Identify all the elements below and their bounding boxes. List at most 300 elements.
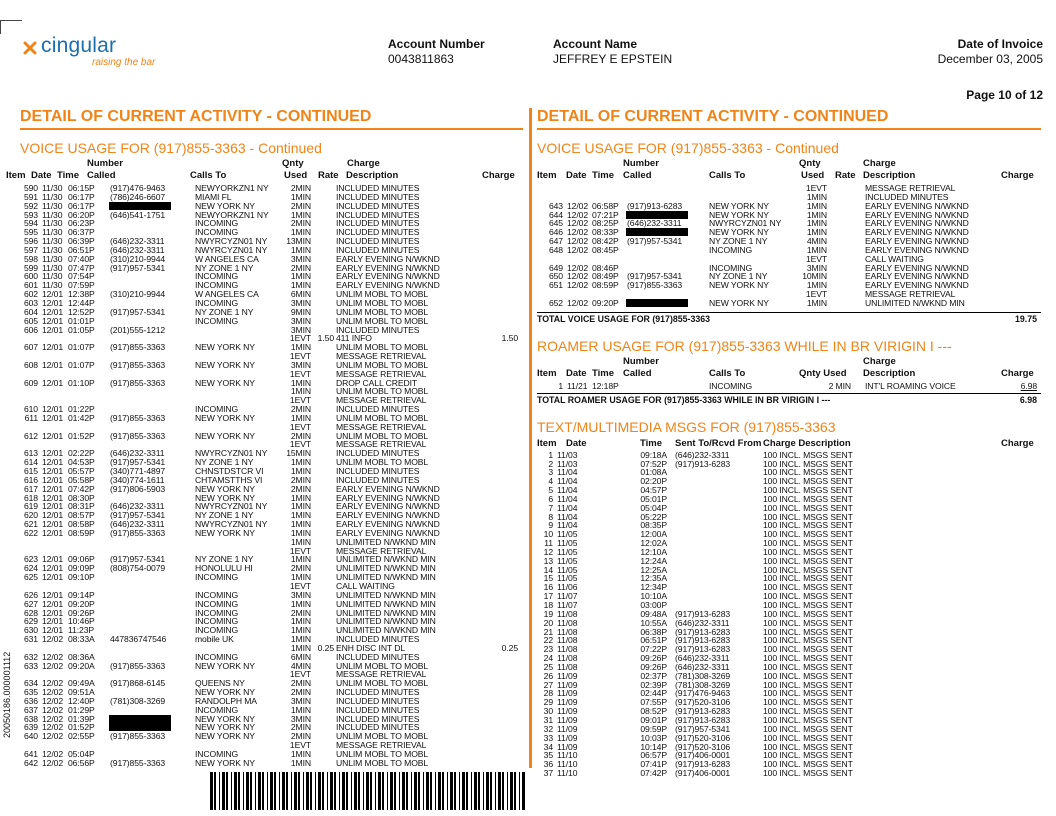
barcode-bar <box>286 772 288 810</box>
call-date: 11/30 <box>42 271 63 282</box>
charge-description: EARLY EVENING N/WKND <box>865 244 969 255</box>
call-time: 12:52P <box>68 306 95 317</box>
calls-to: RANDOLPH MA <box>195 695 257 706</box>
call-date: 12/02 <box>42 687 64 698</box>
table-row <box>20 555 523 564</box>
table-row <box>20 732 523 741</box>
table-row <box>20 679 523 688</box>
sent-to: (917)406-0001 <box>675 768 731 779</box>
barcode-bar <box>358 772 360 810</box>
barcode-bar <box>214 772 216 810</box>
msg-item: 26 <box>543 670 553 681</box>
call-date: 12/01 <box>42 554 64 565</box>
charge-description: CALL WAITING <box>336 580 395 591</box>
item-number: 644 <box>548 209 563 220</box>
number-called: (646)232-3311 <box>110 501 165 512</box>
msg-time: 06:57P <box>640 750 667 761</box>
call-date: 12/01 <box>42 315 64 326</box>
qty-used: 4MIN <box>806 236 827 247</box>
item-number: 626 <box>23 589 38 600</box>
charge-description: INCLUDED MINUTES <box>336 227 420 238</box>
table-row <box>20 564 523 573</box>
roamer-usage-title: ROAMER USAGE FOR (917)855-3363 WHILE IN BR VIRIGIN I --- <box>537 337 952 354</box>
calls-to: INCOMING <box>709 244 753 255</box>
call-time: 07:47P <box>68 262 95 273</box>
charge-description: UNLIM MOBL TO MOBL <box>336 757 429 768</box>
charge-description: 100 INCL. MSGS SENT <box>763 449 853 460</box>
number-called: (917)913-6283 <box>627 200 683 211</box>
call-date: 11/30 <box>42 209 63 220</box>
msg-item: 8 <box>548 511 553 522</box>
msg-date: 11/04 <box>557 493 578 504</box>
account-name-label: Account Name <box>553 37 638 51</box>
barcode-bar <box>339 772 340 810</box>
barcode-bar <box>250 772 252 810</box>
calls-to: NWYRCYZN01 NY <box>195 448 268 459</box>
call-date: 12/01 <box>42 563 64 574</box>
number-called: (917)855-3363 <box>110 757 166 768</box>
calls-to: NEW YORK NY <box>195 430 255 441</box>
header-rate: Rate <box>835 170 856 181</box>
charge-description: 100 INCL. MSGS SENT <box>763 529 853 540</box>
charge-description: INCLUDED MINUTES <box>336 704 420 715</box>
msg-date: 11/08 <box>557 635 578 646</box>
call-date: 11/30 <box>42 218 63 229</box>
charge-description: MESSAGE RETRIEVAL <box>336 545 427 556</box>
call-time: 08:30P <box>68 492 95 503</box>
barcode-bar <box>519 772 520 810</box>
call-date: 12/01 <box>42 297 64 308</box>
table-row <box>20 361 523 370</box>
call-date: 12/02 <box>567 271 589 282</box>
table-row <box>20 520 523 529</box>
charge-description: EARLY EVENING N/WKND <box>865 280 969 291</box>
rate: 0.25 <box>317 642 334 653</box>
call-time: 06:56P <box>68 757 95 768</box>
charge-description: EARLY EVENING N/WKND <box>336 483 440 494</box>
item-number: 633 <box>23 660 38 671</box>
qty-used: 1MIN <box>290 227 311 238</box>
barcode-bar <box>394 772 396 810</box>
qty-used: 1MIN <box>290 757 311 768</box>
table-row <box>20 343 523 352</box>
call-date: 12/02 <box>567 262 589 273</box>
invoice-date: December 03, 2005 <box>937 52 1043 66</box>
call-time: 01:01P <box>68 315 95 326</box>
qty-used: 2MIN <box>290 200 311 211</box>
call-time: 06:37P <box>68 227 95 238</box>
qty-used: 1EVT <box>289 351 311 362</box>
call-date: 12/01 <box>42 572 64 583</box>
charge-description: 100 INCL. MSGS SENT <box>763 555 853 566</box>
qty-used: 1EVT <box>289 545 311 556</box>
msg-date: 11/09 <box>557 688 578 699</box>
table-row <box>20 264 523 273</box>
charge: 0.25 <box>501 642 518 653</box>
item-number: 639 <box>23 722 38 733</box>
table-row <box>20 706 523 715</box>
qty-used: 1MIN <box>290 634 311 645</box>
barcode-bar <box>291 772 292 810</box>
msg-time: 02:44P <box>640 688 667 699</box>
call-date: 12/02 <box>42 660 64 671</box>
call-date: 12/01 <box>42 324 64 335</box>
msg-time: 05:22P <box>640 511 667 522</box>
table-row <box>20 414 523 423</box>
charge-description: 100 INCL. MSGS SENT <box>763 608 853 619</box>
table-row <box>20 529 523 538</box>
number-called: (917)855-3363 <box>627 280 683 291</box>
table-row <box>20 494 523 503</box>
number-called: (917)855-3363 <box>110 342 166 353</box>
qty-used: 1MIN <box>290 191 311 202</box>
item-number: 636 <box>23 695 38 706</box>
calls-to: NWYRCYZN01 NY <box>195 501 268 512</box>
text-header-charge: Charge <box>1001 437 1034 449</box>
barcode-bar <box>495 772 496 810</box>
call-date: 12/02 <box>42 722 64 733</box>
barcode-bar <box>315 772 316 810</box>
sent-to: (917)913-6283 <box>675 644 731 655</box>
header-calls-to: Calls To <box>190 170 227 181</box>
charge-description: 100 INCL. MSGS SENT <box>763 741 853 752</box>
voice-total-row <box>537 312 1041 326</box>
charge-description: EARLY EVENING N/WKND <box>865 236 969 247</box>
qty-used: 1MIN <box>806 280 827 291</box>
barcode-bar <box>375 772 376 810</box>
qty-used: 1EVT <box>289 421 311 432</box>
qty-used: 1MIN <box>290 466 311 476</box>
crop-mark <box>0 20 1 34</box>
roamer-header-called: Called <box>623 367 652 379</box>
qty-used: 2MIN <box>290 722 311 733</box>
qty-used: 2MIN <box>290 183 311 193</box>
table-row <box>20 255 523 264</box>
right-column <box>537 108 1041 778</box>
call-date: 11/30 <box>42 244 63 255</box>
call-time: 05:04P <box>68 749 95 759</box>
call-time: 08:46P <box>592 262 619 273</box>
calls-to: NEW YORK NY <box>195 722 255 733</box>
item-number: 615 <box>23 466 38 476</box>
msg-date: 11/08 <box>557 653 578 664</box>
rate: 1.50 <box>317 333 334 344</box>
charge-description: 100 INCL. MSGS SENT <box>763 564 853 575</box>
msg-date: 11/09 <box>557 741 578 752</box>
roamer-total-row <box>537 393 1041 407</box>
calls-to: CHNSTDSTCR VI <box>195 466 264 476</box>
charge-description: INCLUDED MINUTES <box>336 466 420 476</box>
charge-description: 100 INCL. MSGS SENT <box>763 502 853 513</box>
item-number: 622 <box>23 527 38 538</box>
msg-time: 09:48A <box>640 608 667 619</box>
text-header-sent: Sent To/Rcvd From <box>675 437 762 449</box>
barcode-bar <box>294 772 297 810</box>
msg-time: 12:10A <box>640 546 667 557</box>
calls-to: NY ZONE 1 NY <box>195 554 254 565</box>
msg-date: 11/09 <box>557 697 578 708</box>
charge-description: INCLUDED MINUTES <box>336 191 420 202</box>
msg-date: 11/03 <box>557 449 578 460</box>
roamer-charge: 6.98 <box>1020 380 1037 391</box>
barcode-bar <box>262 772 264 810</box>
number-called: (917)476-9463 <box>110 183 166 193</box>
item-number: 640 <box>23 731 38 742</box>
charge-description: EARLY EVENING N/WKND <box>336 271 440 282</box>
qty-used: 1MIN <box>806 244 827 255</box>
table-row <box>20 370 523 379</box>
charge: 1.50 <box>501 333 518 344</box>
call-time: 06:17P <box>68 200 95 211</box>
qty-used: 3MIN <box>290 713 311 724</box>
roamer-qty: 2 MIN <box>828 380 851 391</box>
charge-description: UNLIM MOBL TO MOBL <box>336 660 429 671</box>
qty-used: 1EVT <box>289 333 311 344</box>
charge-description: UNLIM MOBL TO MOBL <box>336 412 429 423</box>
charge-description: 100 INCL. MSGS SENT <box>763 458 853 469</box>
barcode-bar <box>370 772 372 810</box>
msg-date: 11/09 <box>557 732 578 743</box>
call-time: 01:29P <box>68 704 95 715</box>
call-date: 12/01 <box>42 607 64 618</box>
table-row <box>20 609 523 618</box>
calls-to: NY ZONE 1 NY <box>195 306 254 317</box>
call-time: 01:39P <box>68 713 95 724</box>
sent-to: (917)476-9463 <box>675 688 731 699</box>
qty-used: 2MIN <box>290 731 311 742</box>
number-called: (917)957-5341 <box>110 306 166 317</box>
qty-used: 3MIN <box>290 253 311 264</box>
msg-item: 21 <box>543 626 553 637</box>
msg-date: 11/05 <box>557 564 578 575</box>
call-time: 09:10P <box>68 572 95 583</box>
msg-item: 32 <box>543 723 553 734</box>
call-time: 08:45P <box>592 244 619 255</box>
qty-used: 3MIN <box>806 262 827 273</box>
calls-to: NEW YORK NY <box>709 200 769 211</box>
item-number: 604 <box>23 306 38 317</box>
table-row <box>20 591 523 600</box>
qty-used: 1MIN <box>290 598 311 609</box>
msg-item: 1 <box>548 449 553 460</box>
call-date: 12/01 <box>42 625 64 636</box>
barcode-bar <box>322 772 324 810</box>
charge-description: EARLY EVENING N/WKND <box>336 253 440 264</box>
msg-date: 11/03 <box>557 458 578 469</box>
charge-description: INCLUDED MINUTES <box>336 218 420 229</box>
number-called: (917)855-3363 <box>110 731 166 742</box>
item-number: 632 <box>23 651 38 662</box>
qty-used: 1MIN <box>806 297 827 308</box>
text-header-item: Item <box>537 437 557 449</box>
calls-to: NY ZONE 1 NY <box>709 271 768 282</box>
item-number: 605 <box>23 315 38 326</box>
crop-mark <box>0 20 22 21</box>
table-row <box>20 449 523 458</box>
header-time: Time <box>57 170 80 181</box>
table-row <box>20 228 523 237</box>
barcode-bar <box>406 772 408 810</box>
call-date: 12/01 <box>42 306 64 317</box>
barcode-bar <box>346 772 348 810</box>
item-number: 594 <box>23 218 38 229</box>
item-number: 614 <box>23 457 38 468</box>
number-called: (310)210-9944 <box>110 289 166 300</box>
item-number: 603 <box>23 297 38 308</box>
item-number: 600 <box>23 271 38 282</box>
header-used: Used <box>801 170 825 181</box>
item-number: 638 <box>23 713 38 724</box>
table-row <box>20 237 523 246</box>
qty-used: 1MIN <box>290 519 311 530</box>
table-row <box>20 387 523 396</box>
table-row <box>20 352 523 361</box>
item-number: 595 <box>23 227 38 238</box>
call-date: 12/02 <box>567 236 589 247</box>
sent-to: (917)913-6283 <box>675 626 731 637</box>
charge-description: EARLY EVENING N/WKND <box>865 218 969 229</box>
item-number: 631 <box>23 634 38 645</box>
charge-description: 100 INCL. MSGS SENT <box>763 485 853 496</box>
charge-description: 100 INCL. MSGS SENT <box>763 768 853 779</box>
barcode-bar <box>507 772 508 810</box>
text-header-time: Time <box>640 437 663 449</box>
charge-description: 100 INCL. MSGS SENT <box>763 706 853 717</box>
sent-to: (917)913-6283 <box>675 458 731 469</box>
qty-used: 2MIN <box>290 687 311 698</box>
table-row <box>20 184 523 193</box>
column-divider <box>529 108 532 768</box>
barcode-bar <box>238 772 240 810</box>
calls-to: NEW YORK NY <box>709 227 769 238</box>
qty-used: 1EVT <box>805 253 827 264</box>
item-number: 643 <box>548 200 563 211</box>
msg-item: 10 <box>543 529 553 540</box>
charge-description: 100 INCL. MSGS SENT <box>763 617 853 628</box>
charge-description: INCLUDED MINUTES <box>336 324 420 335</box>
header-charge: Charge <box>1001 170 1034 181</box>
charge-description: INCLUDED MINUTES <box>336 695 420 706</box>
msg-time: 04:57P <box>640 485 667 496</box>
msg-date: 11/09 <box>557 723 578 734</box>
qty-used: 13MIN <box>286 236 311 247</box>
charge-description: EARLY EVENING N/WKND <box>865 200 969 211</box>
table-row <box>20 617 523 626</box>
roamer-item: 1 <box>558 380 563 391</box>
msg-time: 07:42P <box>640 768 667 779</box>
msg-item: 37 <box>543 768 553 779</box>
item-number: 618 <box>23 492 38 503</box>
call-date: 11/30 <box>42 200 63 211</box>
account-name: JEFFREY E EPSTEIN <box>553 52 673 66</box>
msg-time: 12:35A <box>640 573 667 584</box>
charge-description: UNLIM MOBL TO MOBL <box>336 359 429 370</box>
call-time: 08:58P <box>68 519 95 530</box>
msg-item: 2 <box>548 458 553 469</box>
call-date: 11/30 <box>42 262 63 273</box>
calls-to: INCOMING <box>195 598 239 609</box>
msg-item: 15 <box>543 573 553 584</box>
call-time: 01:07P <box>68 359 95 370</box>
charge-description: INCLUDED MINUTES <box>336 200 420 211</box>
header-date: Date <box>31 170 52 181</box>
msg-time: 12:00A <box>640 529 667 540</box>
calls-to: INCOMING <box>195 616 239 627</box>
header-time: Time <box>592 170 615 181</box>
call-date: 12/01 <box>42 483 64 494</box>
call-time: 09:20P <box>592 297 619 308</box>
table-row <box>537 184 1041 193</box>
qty-used: 1EVT <box>289 669 311 680</box>
charge-description: MESSAGE RETRIEVAL <box>865 289 956 300</box>
barcode-bar <box>390 772 393 810</box>
item-number: 623 <box>23 554 38 565</box>
charge-description: 411 INFO <box>336 333 372 344</box>
roamer-header-calls-to: Calls To <box>709 367 746 379</box>
barcode-bar <box>454 772 456 810</box>
table-row <box>537 769 1041 778</box>
item-number: 612 <box>23 430 38 441</box>
call-time: 01:05P <box>68 324 95 335</box>
qty-used: 1MIN <box>290 501 311 512</box>
qty-used: 1EVT <box>289 395 311 406</box>
msg-date: 11/07 <box>557 591 578 602</box>
charge-description: 100 INCL. MSGS SENT <box>763 626 853 637</box>
voice-usage-rows <box>20 184 523 768</box>
item-number: 598 <box>23 253 38 264</box>
call-time: 09:26P <box>68 607 95 618</box>
table-row <box>20 432 523 441</box>
msg-time: 10:03P <box>640 732 667 743</box>
roamer-header-charge-top: Charge <box>863 355 896 367</box>
calls-to: NEWYORKZN1 NY <box>195 209 269 220</box>
charge-description: EARLY EVENING N/WKND <box>336 527 440 538</box>
qty-used: 2MIN <box>290 678 311 689</box>
call-time: 02:55P <box>68 731 95 742</box>
redaction-box <box>109 715 171 723</box>
voice-usage-rows-right <box>537 184 1041 308</box>
qty-used: 1MIN <box>290 704 311 715</box>
barcode-bar <box>510 772 513 810</box>
number-called: (917)855-3363 <box>110 377 166 388</box>
msg-item: 30 <box>543 706 553 717</box>
call-time: 06:23P <box>68 218 95 229</box>
call-date: 12/02 <box>42 678 64 689</box>
qty-used: 1MIN <box>806 218 827 229</box>
charge-description: UNLIMITED N/WKND MIN <box>336 598 436 609</box>
qty-used: 1EVT <box>805 289 827 300</box>
qty-used: 6MIN <box>290 289 311 300</box>
table-row <box>20 299 523 308</box>
number-called: (646)232-3311 <box>110 236 165 247</box>
msg-time: 05:01P <box>640 493 667 504</box>
msg-time: 10:14P <box>640 741 667 752</box>
charge-description: MESSAGE RETRIEVAL <box>336 395 427 406</box>
qty-used: 1MIN <box>806 209 827 220</box>
call-time: 08:33A <box>68 634 95 645</box>
number-called: (917)868-6145 <box>110 678 166 689</box>
msg-time: 05:04P <box>640 502 667 513</box>
charge-description: INCLUDED MINUTES <box>336 183 420 193</box>
msg-time: 09:18A <box>640 449 667 460</box>
redaction-box <box>626 228 688 236</box>
header-item: Item <box>6 170 26 181</box>
charge-description: MESSAGE RETRIEVAL <box>336 421 427 432</box>
msg-date: 11/04 <box>557 520 578 531</box>
charge-description: INCLUDED MINUTES <box>336 713 420 724</box>
table-row <box>20 547 523 556</box>
barcode-bar <box>282 772 285 810</box>
